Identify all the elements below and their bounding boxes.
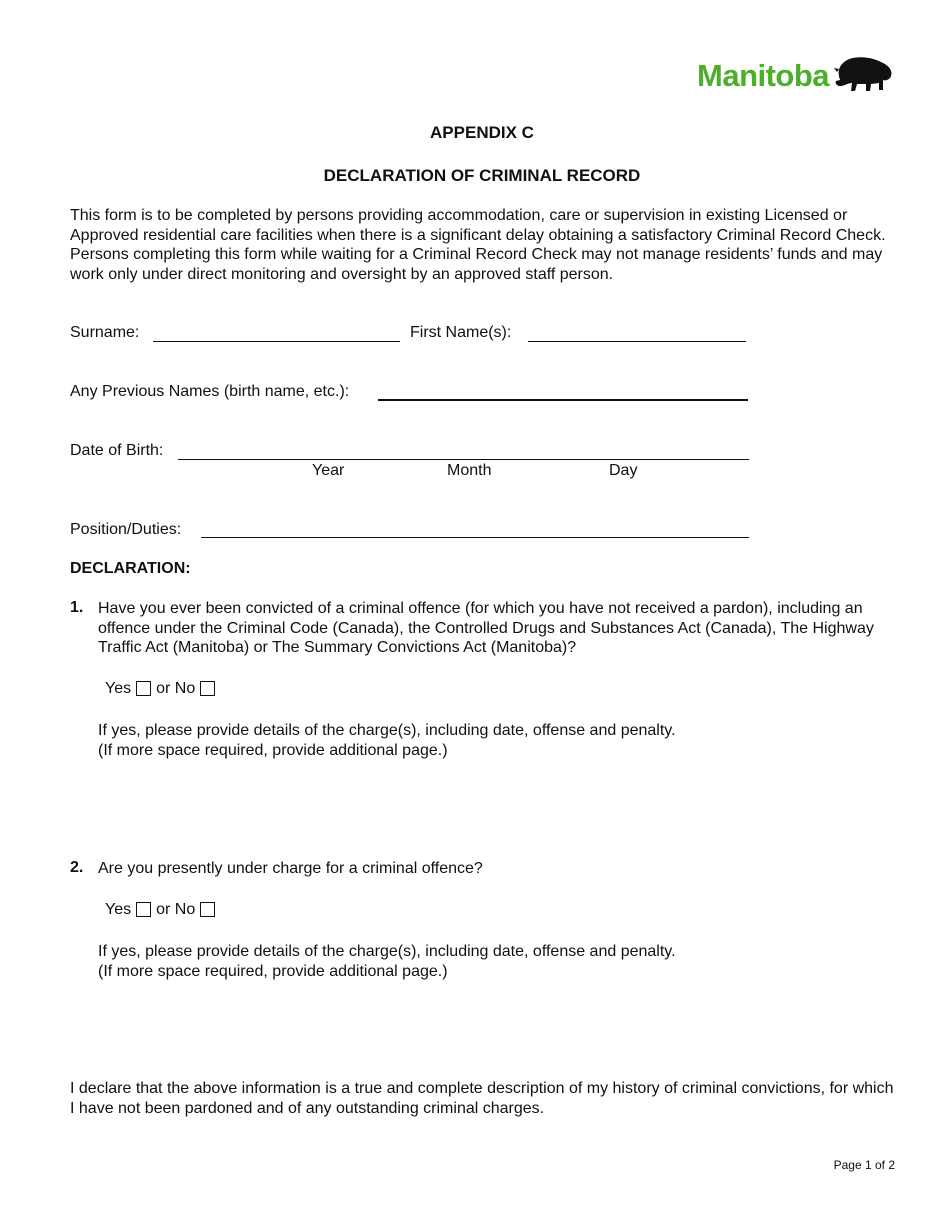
question-2-details-line-1: If yes, please provide details of the charge(s), including date, offense and penalty. [98,943,676,960]
question-1-number: 1. [70,599,84,616]
declaration-statement: I declare that the above information is a true and complete description of my history of criminal convictions, for which I have not been pardoned and of any outstanding criminal charges. [70,1080,894,1117]
dob-label: Date of Birth: [70,442,164,459]
question-2-yes-checkbox[interactable] [136,902,151,917]
bison-icon [833,54,895,96]
or-no-label: or No [156,901,196,918]
yes-label: Yes [105,680,132,697]
declaration-heading: DECLARATION: [70,560,191,577]
yes-label: Yes [105,901,132,918]
question-1-yes-no [105,680,220,698]
question-2-no-checkbox[interactable] [200,902,215,917]
surname-field[interactable] [153,341,400,342]
appendix-title: APPENDIX C [430,123,534,142]
question-1-details-line-1: If yes, please provide details of the charge(s), including date, offense and penalty. [98,722,676,739]
previous-names-field[interactable] [378,399,748,401]
form-title: DECLARATION OF CRIMINAL RECORD [323,166,641,185]
dob-month-caption: Month [447,462,492,479]
dob-field[interactable] [178,459,749,460]
question-1-text: Have you ever been convicted of a criminal offence (for which you have not received a pardon), including an offence under the Criminal Code (Canada), the Controlled Drugs and Substances Act (Canada), The Highway Traffic Act (Manitoba) or The Summary Convictions Act (Manitoba)? [98,600,874,657]
first-name-label: First Name(s): [410,324,512,341]
question-1-yes-checkbox[interactable] [136,681,151,696]
logo-wordmark: Manitoba [697,58,830,93]
dob-day-caption: Day [609,462,638,479]
manitoba-logo [697,52,897,100]
question-1-details-line-2: (If more space required, provide additional page.) [98,742,448,759]
page-number: Page 1 of 2 [833,1158,895,1172]
first-name-field[interactable] [528,341,746,342]
intro-paragraph: This form is to be completed by persons providing accommodation, care or supervision in existing Licensed or Approved residential care facilities when there is a significant delay obtaining a satisfactory Criminal Record Check. Persons completing this form while waiting for a Criminal Record Check may not manage residents’ funds and may work only under direct monitoring and oversight by an approved staff person. [70,207,886,283]
question-2-text: Are you presently under charge for a criminal offence? [98,860,483,877]
surname-label: Surname: [70,324,140,341]
previous-names-label: Any Previous Names (birth name, etc.): [70,383,350,400]
position-field[interactable] [201,537,749,538]
question-2-yes-no [105,901,220,919]
question-2-details-line-2: (If more space required, provide additional page.) [98,963,448,980]
position-label: Position/Duties: [70,521,182,538]
question-2-number: 2. [70,859,84,876]
or-no-label: or No [156,680,196,697]
dob-year-caption: Year [312,462,345,479]
question-1-no-checkbox[interactable] [200,681,215,696]
